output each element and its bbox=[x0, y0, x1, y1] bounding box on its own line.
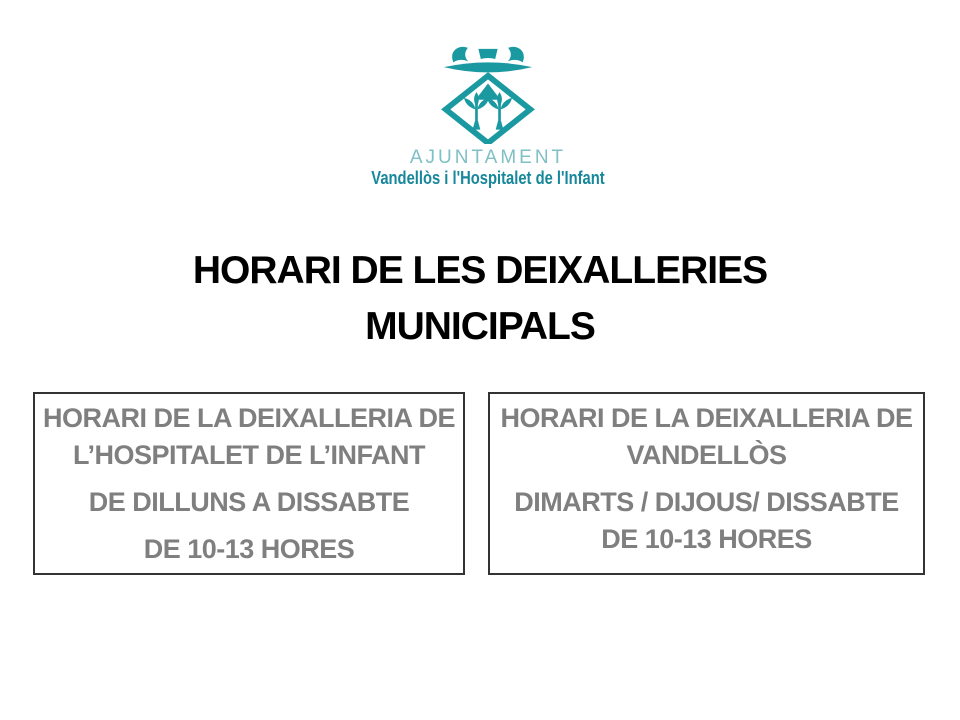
schedule-text-line: VANDELLÒS bbox=[626, 440, 787, 470]
municipality-logo bbox=[8, 46, 960, 188]
schedule-heading-hospitalet bbox=[35, 400, 463, 474]
schedule-text-line: DE 10-13 HORES bbox=[601, 524, 812, 554]
schedule-heading-vandellos bbox=[490, 400, 923, 474]
schedule-text-line: L’HOSPITALET DE L’INFANT bbox=[72, 440, 425, 470]
schedule-box-vandellos bbox=[488, 392, 925, 575]
schedule-text-line: HORARI DE LA DEIXALLERIA DE bbox=[500, 403, 913, 433]
schedule-text-line: DIMARTS / DIJOUS/ DISSABTE bbox=[514, 487, 899, 517]
schedule-hours-hospitalet bbox=[35, 531, 463, 568]
logo-org-name: AJUNTAMENT bbox=[409, 147, 567, 168]
schedule-days-hours-vandellos bbox=[490, 484, 923, 558]
slide-title: HORARI DE LES DEIXALLERIES MUNICIPALS bbox=[192, 249, 768, 348]
title-area bbox=[0, 243, 960, 355]
schedule-days-hospitalet bbox=[35, 484, 463, 521]
coat-of-arms-icon bbox=[441, 46, 535, 144]
schedule-text-line: DE 10-13 HORES bbox=[143, 534, 355, 564]
logo-municipality-name: Vandellòs i l'Hospitalet de l'Infant bbox=[371, 168, 605, 188]
schedule-text-line: DE DILLUNS A DISSABTE bbox=[88, 487, 410, 517]
schedule-box-hospitalet bbox=[33, 392, 465, 575]
schedule-text-line: HORARI DE LA DEIXALLERIA DE bbox=[42, 403, 455, 433]
